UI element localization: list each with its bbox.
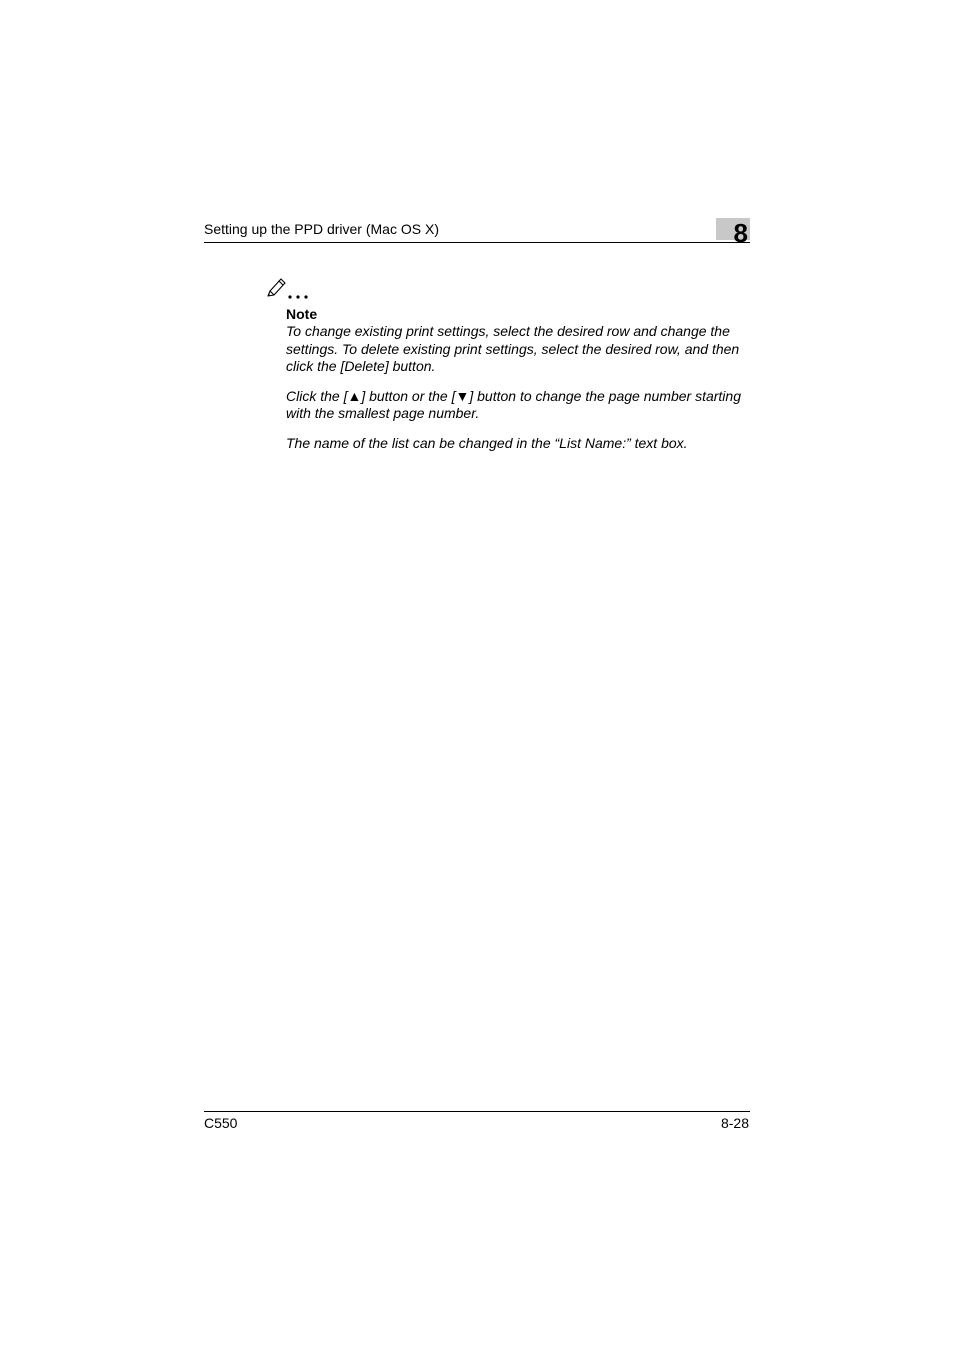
footer-rule: [204, 1111, 750, 1112]
footer-model: C550: [204, 1115, 238, 1131]
chapter-number: 8: [733, 218, 748, 248]
note-body: [286, 323, 754, 465]
running-header-title: Setting up the PPD driver (Mac OS X): [204, 221, 439, 237]
note-heading: Note: [286, 306, 318, 322]
pencil-note-icon: [264, 276, 312, 302]
note-paragraph-list-name: The name of the list can be changed in the “List Name:” text box.: [286, 434, 688, 451]
footer-page-number: 8-28: [720, 1115, 749, 1131]
note-paragraph-edit-delete: To change existing print settings, select the desired row and change the settings. To delete existing print settings, select the desired row, and then click the [Delete] button.: [286, 323, 740, 375]
header-rule: [204, 242, 750, 243]
note-paragraph-reorder: Click the [▲] button or the [▼] button to change the page number starting with the smallest page number.: [286, 387, 741, 422]
chapter-tab: [716, 218, 750, 248]
